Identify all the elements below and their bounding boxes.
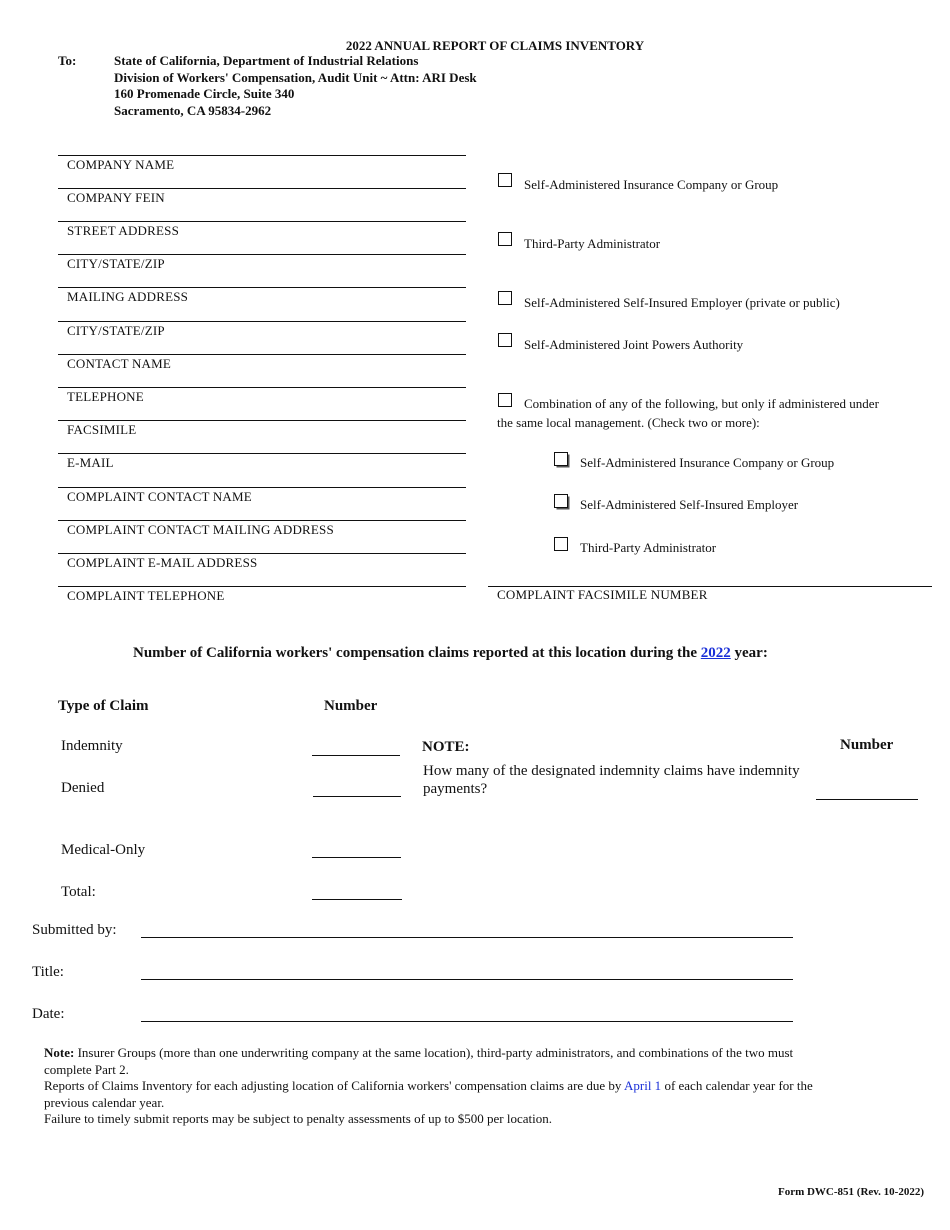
note-question: How many of the designated indemnity claims have indemnity payments? [423,763,800,797]
claim-type-label: Medical-Only [61,842,146,858]
checkbox-third-party-admin[interactable] [498,232,512,246]
title-input[interactable] [141,979,793,980]
denied-number-input[interactable] [313,796,401,797]
title-label: Title: [32,964,64,980]
checkbox-combo-self-insured[interactable] [554,494,568,508]
telephone-field[interactable] [58,387,466,421]
heading-text: year: [734,645,768,661]
field-label: CITY/STATE/ZIP [67,323,165,338]
city-state-zip-field[interactable] [58,254,466,288]
form-id: Form DWC-851 (Rev. 10-2022) [777,1186,924,1198]
note-label: NOTE: [422,739,470,755]
checkbox-combination[interactable] [498,393,512,407]
company-name-field[interactable] [58,155,466,189]
form-title: 2022 ANNUAL REPORT OF CLAIMS INVENTORY [345,38,645,53]
field-label: COMPANY FEIN [67,190,165,205]
note-paragraph: Failure to timely submit reports may be subject to penalty assessments of up to $500 per location. [44,1111,552,1126]
option-label: Third-Party Administrator [524,236,661,251]
field-label: CONTACT NAME [67,356,172,371]
complaint-mailing-address-field[interactable] [58,520,466,554]
medical-only-number-input[interactable] [312,857,401,858]
mailing-city-state-zip-field[interactable] [58,321,466,355]
col-type-header: Type of Claim [58,698,149,714]
field-label: FACSIMILE [67,422,137,437]
field-label: COMPLAINT CONTACT MAILING ADDRESS [67,522,334,537]
indemnity-number-input[interactable] [312,755,400,756]
claim-type-label: Indemnity [61,738,123,754]
claims-heading [133,645,768,662]
checkbox-self-admin-insurance[interactable] [498,173,512,187]
submitted-by-label: Submitted by: [32,922,117,938]
address-line: State of California, Department of Industrial Relations [114,53,419,68]
complaint-contact-name-field[interactable] [58,487,466,521]
option-label: Combination of any of the following, but only if administered under [524,396,879,411]
recipient-address [114,53,477,119]
heading-text: Number of California workers' compensation claims reported at this location during the [133,645,698,661]
street-address-field[interactable] [58,221,466,255]
note-bold: Note: [44,1045,75,1060]
mailing-address-field[interactable] [58,287,466,321]
email-field[interactable] [58,453,466,487]
reporting-year: 2022 [700,645,731,661]
facsimile-field[interactable] [58,420,466,454]
address-line: Sacramento, CA 95834-2962 [114,102,272,118]
option-label: Third-Party Administrator [580,540,717,555]
field-label: TELEPHONE [67,389,144,404]
date-label: Date: [32,1006,65,1022]
field-label: COMPANY NAME [67,157,175,172]
field-label: MAILING ADDRESS [67,289,189,304]
option-label: Self-Administered Self-Insured Employer [580,497,799,512]
option-label: Self-Administered Insurance Company or Group [580,455,835,470]
note-text: of each calendar year for the previous calendar year. [44,1078,813,1110]
option-label: Self-Administered Insurance Company or Group [524,177,779,192]
field-label: COMPLAINT E-MAIL ADDRESS [67,555,258,570]
note-paragraph [44,1045,844,1078]
notes-block [44,1045,844,1128]
address-line: 160 Promenade Circle, Suite 340 [114,86,295,101]
complaint-telephone-field[interactable] [58,586,466,620]
checkbox-combo-third-party[interactable] [554,537,568,551]
field-label: COMPLAINT FACSIMILE NUMBER [497,587,708,602]
note-text: Insurer Groups (more than one underwriting company at the same location), third-party administrators, and combinations of the two must complete Part 2. [44,1045,794,1077]
contact-name-field[interactable] [58,354,466,388]
option-label: Self-Administered Self-Insured Employer (private or public) [524,295,840,310]
complaint-email-field[interactable] [58,553,466,587]
note-paragraph [44,1078,844,1111]
address-line: Division of Workers' Compensation, Audit Unit ~ Attn: ARI Desk [114,69,477,85]
claim-type-label: Denied [61,780,105,796]
checkbox-combo-insurance[interactable] [554,452,568,466]
company-fein-field[interactable] [58,188,466,222]
due-date: April 1 [623,1078,662,1093]
to-label: To: [58,53,77,68]
indemnity-payments-number-input[interactable] [816,799,918,800]
field-label: CITY/STATE/ZIP [67,256,165,271]
field-label: COMPLAINT TELEPHONE [67,588,225,603]
field-label: STREET ADDRESS [67,223,179,238]
checkbox-self-insured-employer[interactable] [498,291,512,305]
note-text: Reports of Claims Inventory for each adjusting location of California workers' compensation claims are due by [44,1078,622,1093]
submitted-by-input[interactable] [141,937,793,938]
option-label: Self-Administered Joint Powers Authority [524,337,744,352]
field-label: E-MAIL [67,455,114,470]
note-number-header: Number [840,737,894,753]
field-label: COMPLAINT CONTACT NAME [67,489,252,504]
checkbox-joint-powers-authority[interactable] [498,333,512,347]
total-number-input[interactable] [312,899,402,900]
option-label: the same local management. (Check two or more): [497,415,760,430]
claim-type-label: Total: [61,884,96,900]
col-number-header: Number [324,698,378,714]
date-input[interactable] [141,1021,793,1022]
